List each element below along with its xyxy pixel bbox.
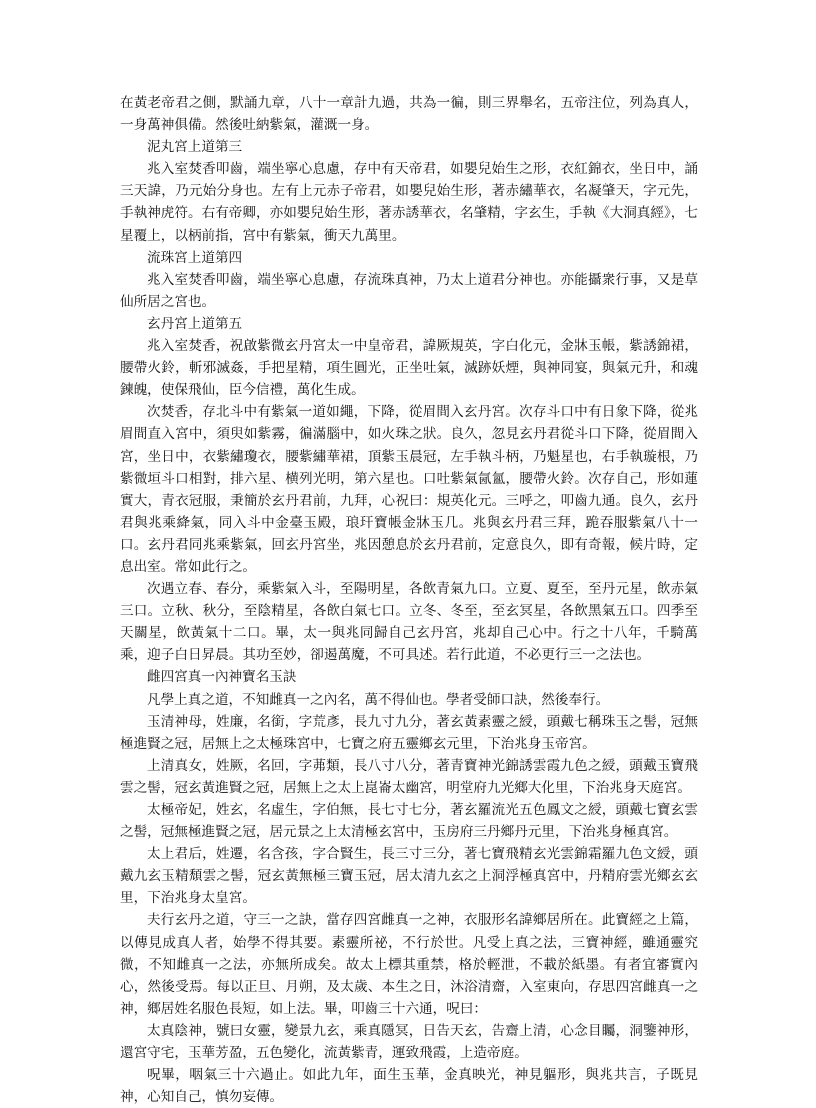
paragraph: 太極帝妃，姓玄，名虛生，字伯無，長七寸七分，著玄羅流光五色鳳文之綬，頭戴七寶玄雲之髻，冠無極進賢之冠，居元景之上太清極玄宮中，玉房府三丹鄉丹元里，下治兆身極真宮。 bbox=[120, 802, 698, 841]
paragraph: 凡學上真之道，不知雌真一之內名，萬不得仙也。學者受師口訣，然後奉行。 bbox=[147, 691, 610, 708]
section-heading: 玄丹宮上道第五 bbox=[147, 315, 243, 332]
paragraph: 太上君后，姓遷，名含孩，字合賢生，長三寸三分，著七寶飛精玄光雲錦霜羅九色文綬，頭戴九玄玉精頹雲之髻，冠玄黃無極三寶玉冠，居太清九玄之上洞浮極真宮中，丹精府雲光鄉玄玄里，下治兆身太皇宮。 bbox=[120, 846, 698, 907]
paragraph: 夫行玄丹之道，守三一之訣，當存四宮雌真一之神，衣服形名諱鄉居所在。此寶經之上篇，以傳見成真人者，始學不得其要。素靈所祕，不行於世。凡受上真之法，三寶神經，雖通靈究微，不知雌真一之法，亦無所成矣。故太上標其重禁，格於輕泄，不載於紙墨。有者宜審實內心，然後受焉。每以正旦、月朔，及太歲、本生之日，沐浴清齋，入室東向，存思四宮雌真一之神，鄉居姓名服色長短，如上法。畢，叩齒三十六通，呪曰： bbox=[120, 912, 698, 1017]
section-heading: 流珠宮上道第四 bbox=[147, 249, 243, 266]
paragraph: 次焚香，存北斗中有紫氣一道如繩，下降，從眉間入玄丹宮。次存斗口中有日象下降，從兆眉間直入宮中，須臾如紫霧，徧滿腦中，如火珠之狀。良久，忽見玄丹君從斗口下降，從眉間入宮，坐日中，衣紫繡瓊衣，腰紫繡華裙，頂紫玉晨冠，左手執斗柄，乃魁星也，右手執璇根，乃紫微垣斗口相對，排六星、横列光明，第六星也。口吐紫氣氤氳，腰帶火鈴。次存自己，形如蓮實大，青衣冠服，秉簡於玄丹君前，九拜，心祝曰：規英化元。三呼之，叩齒九通。良久，玄丹君與兆乘絳氣，同入斗中金臺玉殿，琅玕寶帳金牀玉几。兆與玄丹君三拜，跪吞服紫氣八十一口。玄丹君同兆乘紫氣，回玄丹宮坐，兆因憩息於玄丹君前，定意良久，即有奇報，候片時，定息出室。常如此行之。 bbox=[120, 404, 698, 575]
paragraph: 太真陰神，號曰女靈，變景九玄，乘真隱冥，日告天玄，告齋上清，心念目矚，洞鑒神形，還宮守宅，玉華芳盈，五色變化，流黃紫青，運致飛霞，上造帝庭。 bbox=[120, 1022, 698, 1062]
paragraph: 兆入室焚香叩齒，端坐寧心息慮，存中有天帝君，如嬰兒始生之形，衣紅錦衣，坐日中，誦三天諱，乃元始分身也。左有上元赤子帝君，如嬰兒始生形，著赤繡華衣，名凝肇天，字元先，手執神虎符。右有帝卿，亦如嬰兒始生形，著赤誘華衣，名肇精，字玄生，手執《大洞真經》，七星覆上，以柄前指，宮中有紫氣，衝天九萬里。 bbox=[120, 161, 698, 244]
section-heading: 泥丸宮上道第三 bbox=[147, 139, 243, 156]
paragraph: 兆入室焚香叩齒，端坐寧心息慮，存流珠真神，乃太上道君分神也。亦能攝衆行事，又是草仙所居之宮也。 bbox=[120, 271, 698, 310]
section-heading: 雌四宮真一內神寶名玉訣 bbox=[147, 669, 297, 686]
paragraph: 玉清神母，姓廉，名銜，字荒彥，長九寸九分，著玄黃素靈之綬，頭戴七稱珠玉之髻，冠無極進賢之冠，居無上之太極珠宮中，七寶之府五靈鄉玄元里，下治兆身玉帝宮。 bbox=[120, 713, 698, 752]
document-page bbox=[120, 92, 698, 1108]
paragraph: 兆入室焚香，祝啟紫微玄丹宮太一中皇帝君，諱厥規英，字白化元，金牀玉帳，紫誘錦裙，腰帶火鈴，斬邪滅姦，手把星精，項生圓光，正坐吐氣，滅跡妖煙，與神同宴，與氣元升，和魂鍊魄，使保飛仙，臣今信禮，萬化生成。 bbox=[120, 338, 698, 399]
paragraph: 上清真女，姓厥，名回，字茀類，長八寸八分，著青寶神光錦誘雲霞九色之綬，頭戴玉寶飛雲之髻，冠玄黃進賢之冠，居無上之太上崑崙太幽宮，明堂府九光鄉大化里，下治兆身天庭宮。 bbox=[120, 757, 698, 796]
paragraph: 呪畢，咽氣三十六過止。如此九年，面生玉華，金真映光，神見軀形，與兆共言，子既見神，心知自己，慎勿妄傳。 bbox=[120, 1067, 698, 1106]
paragraph: 次遇立春、春分，乘紫氣入斗，至陽明星，各飲青氣九口。立夏、夏至，至丹元星，飲赤氣三口。立秋、秋分，至陰精星，各飲白氣七口。立冬、冬至，至玄冥星，各飲黑氣五口。四季至天關星，飲黃氣十二口。畢，太一與兆同歸自己玄丹宮，兆却自己心中。行之十八年，千騎萬乘，迎子白日昇晨。其功至妙，卻遏萬魔，不可具述。若行此道，不必更行三一之法也。 bbox=[120, 581, 698, 664]
paragraph: 在黃老帝君之側，默誦九章，八十一章計九過，共為一徧，則三界舉名，五帝注位，列為真人，一身萬神俱備。然後吐納紫氣，灌溉一身。 bbox=[120, 95, 698, 134]
